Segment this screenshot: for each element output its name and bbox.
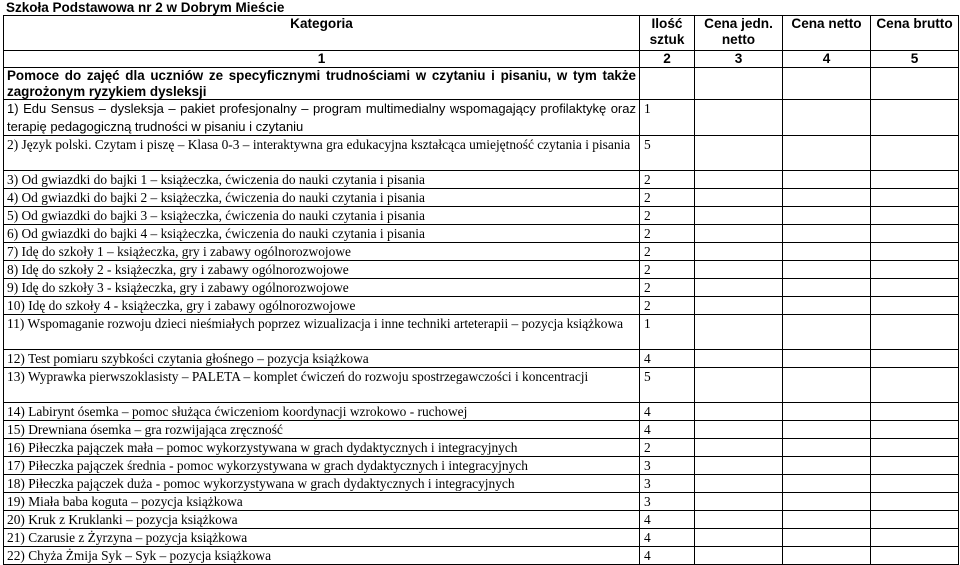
school-name: Szkoła Podstawowa nr 2 w Dobrym Mieście (6, 0, 285, 15)
empty-price-cell (871, 439, 959, 457)
empty-price-cell (783, 100, 871, 136)
empty-price-cell (871, 511, 959, 529)
price-table (3, 15, 959, 565)
item-qty: 1 (640, 100, 695, 136)
empty-price-cell (695, 279, 783, 297)
empty-price-cell (695, 529, 783, 547)
item-qty: 2 (640, 225, 695, 243)
table-row (4, 529, 959, 547)
table-row (4, 297, 959, 315)
item-name: 13) Wyprawka pierwszoklasisty – PALETA – komplet ćwiczeń do rozwoju spostrzegawczości i koncentracji (4, 368, 640, 403)
item-name: 22) Chyża Żmija Syk – Syk – pozycja książkowa (4, 547, 640, 565)
empty-cell (783, 68, 871, 100)
table-row (4, 457, 959, 475)
empty-price-cell (695, 297, 783, 315)
empty-price-cell (783, 439, 871, 457)
empty-price-cell (783, 421, 871, 439)
table-row (4, 225, 959, 243)
header-gross: Cena brutto (871, 16, 959, 51)
category-row (4, 68, 959, 100)
item-name: 9) Idę do szkoły 3 - książeczka, gry i zabawy ogólnorozwojowe (4, 279, 640, 297)
table-row (4, 207, 959, 225)
empty-price-cell (783, 457, 871, 475)
item-name: 19) Miała baba koguta – pozycja książkowa (4, 493, 640, 511)
empty-price-cell (783, 189, 871, 207)
empty-price-cell (695, 100, 783, 136)
item-qty: 3 (640, 493, 695, 511)
item-qty: 2 (640, 279, 695, 297)
table-row (4, 261, 959, 279)
empty-price-cell (695, 403, 783, 421)
header-net: Cena netto (783, 16, 871, 51)
empty-price-cell (695, 457, 783, 475)
item-qty: 2 (640, 171, 695, 189)
table-row (4, 350, 959, 368)
empty-price-cell (871, 243, 959, 261)
empty-cell (871, 68, 959, 100)
empty-price-cell (783, 261, 871, 279)
empty-price-cell (871, 421, 959, 439)
empty-price-cell (783, 243, 871, 261)
item-qty: 2 (640, 297, 695, 315)
empty-price-cell (871, 368, 959, 403)
item-qty: 5 (640, 368, 695, 403)
empty-price-cell (695, 207, 783, 225)
empty-price-cell (695, 439, 783, 457)
item-name: 16) Piłeczka pajączek mała – pomoc wykorzystywana w grach dydaktycznych i integracyjnych (4, 439, 640, 457)
table-row (4, 475, 959, 493)
empty-price-cell (871, 457, 959, 475)
empty-price-cell (695, 511, 783, 529)
empty-price-cell (871, 350, 959, 368)
empty-price-cell (783, 136, 871, 171)
empty-price-cell (695, 350, 783, 368)
empty-cell (640, 68, 695, 100)
empty-price-cell (695, 243, 783, 261)
item-qty: 2 (640, 243, 695, 261)
item-name: 5) Od gwiazdki do bajki 3 – książeczka, ćwiczenia do nauki czytania i pisania (4, 207, 640, 225)
empty-price-cell (871, 225, 959, 243)
item-name: 17) Piłeczka pajączek średnia - pomoc wykorzystywana w grach dydaktycznych i integracyjnych (4, 457, 640, 475)
empty-price-cell (871, 493, 959, 511)
table-row (4, 100, 959, 136)
item-qty: 5 (640, 136, 695, 171)
empty-price-cell (871, 261, 959, 279)
table-row (4, 368, 959, 403)
empty-price-cell (783, 511, 871, 529)
item-qty: 4 (640, 511, 695, 529)
empty-price-cell (783, 225, 871, 243)
table-row (4, 511, 959, 529)
table-row (4, 279, 959, 297)
item-qty: 4 (640, 421, 695, 439)
empty-price-cell (695, 315, 783, 350)
item-qty: 2 (640, 189, 695, 207)
empty-price-cell (783, 493, 871, 511)
empty-price-cell (783, 279, 871, 297)
table-row (4, 439, 959, 457)
table-row (4, 136, 959, 171)
item-name: 2) Język polski. Czytam i piszę – Klasa 0-3 – interaktywna gra edukacyjna kształcąca umiejętność czytania i pisania (4, 136, 640, 171)
empty-price-cell (695, 475, 783, 493)
item-name: 12) Test pomiaru szybkości czytania głośnego – pozycja książkowa (4, 350, 640, 368)
empty-price-cell (783, 403, 871, 421)
table-row (4, 243, 959, 261)
table-row (4, 189, 959, 207)
empty-price-cell (695, 189, 783, 207)
column-number: 3 (695, 51, 783, 68)
item-name: 1) Edu Sensus – dysleksja – pakiet profesjonalny – program multimedialny wspomagający profilaktykę oraz terapię pedagogiczną trudności w pisaniu i czytaniu (4, 100, 640, 136)
item-name: 15) Drewniana ósemka – gra rozwijająca zręczność (4, 421, 640, 439)
item-name: 18) Piłeczka pajączek duża - pomoc wykorzystywana w grach dydaktycznych i integracyjnych (4, 475, 640, 493)
item-name: 6) Od gwiazdki do bajki 4 – książeczka, ćwiczenia do nauki czytania i pisania (4, 225, 640, 243)
empty-price-cell (695, 136, 783, 171)
header-category: Kategoria (4, 16, 640, 51)
empty-price-cell (871, 100, 959, 136)
empty-price-cell (783, 475, 871, 493)
empty-price-cell (695, 225, 783, 243)
empty-price-cell (871, 171, 959, 189)
item-qty: 2 (640, 261, 695, 279)
item-name: 8) Idę do szkoły 2 - książeczka, gry i zabawy ogólnorozwojowe (4, 261, 640, 279)
empty-price-cell (871, 207, 959, 225)
empty-price-cell (871, 315, 959, 350)
item-name: 3) Od gwiazdki do bajki 1 – książeczka, ćwiczenia do nauki czytania i pisania (4, 171, 640, 189)
item-name: 14) Labirynt ósemka – pomoc służąca ćwiczeniom koordynacji wzrokowo - ruchowej (4, 403, 640, 421)
item-qty: 4 (640, 403, 695, 421)
item-name: 7) Idę do szkoły 1 – książeczka, gry i zabawy ogólnorozwojowe (4, 243, 640, 261)
empty-cell (695, 68, 783, 100)
empty-price-cell (783, 529, 871, 547)
empty-price-cell (783, 297, 871, 315)
item-qty: 4 (640, 350, 695, 368)
empty-price-cell (783, 368, 871, 403)
item-qty: 2 (640, 439, 695, 457)
empty-price-cell (871, 297, 959, 315)
item-qty: 4 (640, 547, 695, 565)
column-number-row (4, 51, 959, 68)
column-number: 2 (640, 51, 695, 68)
header-row (4, 16, 959, 51)
empty-price-cell (871, 189, 959, 207)
table-row (4, 171, 959, 189)
empty-price-cell (871, 475, 959, 493)
empty-price-cell (695, 368, 783, 403)
item-name: 20) Kruk z Kruklanki – pozycja książkowa (4, 511, 640, 529)
column-number: 1 (4, 51, 640, 68)
table-row (4, 493, 959, 511)
empty-price-cell (871, 136, 959, 171)
header-unit-net: Cena jedn. netto (695, 16, 783, 51)
header-qty: Ilość sztuk (640, 16, 695, 51)
empty-price-cell (871, 529, 959, 547)
item-qty: 2 (640, 207, 695, 225)
item-qty: 1 (640, 315, 695, 350)
table-row (4, 315, 959, 350)
table-row (4, 403, 959, 421)
empty-price-cell (783, 171, 871, 189)
empty-price-cell (783, 207, 871, 225)
empty-price-cell (695, 493, 783, 511)
empty-price-cell (695, 171, 783, 189)
empty-price-cell (871, 279, 959, 297)
empty-price-cell (783, 350, 871, 368)
item-name: 11) Wspomaganie rozwoju dzieci nieśmiałych poprzez wizualizacja i inne techniki arteterapii – pozycja książkowa (4, 315, 640, 350)
item-qty: 3 (640, 457, 695, 475)
empty-price-cell (871, 403, 959, 421)
item-qty: 4 (640, 529, 695, 547)
item-name: 10) Idę do szkoły 4 - książeczka, gry i zabawy ogólnorozwojowe (4, 297, 640, 315)
category-title: Pomoce do zajęć dla uczniów ze specyficznymi trudnościami w czytaniu i pisaniu, w tym także zagrożonym ryzykiem dysleksji (4, 68, 640, 100)
item-name: 4) Od gwiazdki do bajki 2 – książeczka, ćwiczenia do nauki czytania i pisania (4, 189, 640, 207)
empty-price-cell (695, 261, 783, 279)
column-number: 4 (783, 51, 871, 68)
item-qty: 3 (640, 475, 695, 493)
table-row (4, 421, 959, 439)
empty-price-cell (695, 421, 783, 439)
column-number: 5 (871, 51, 959, 68)
empty-price-cell (783, 315, 871, 350)
item-name: 21) Czarusie z Żyrzyna – pozycja książkowa (4, 529, 640, 547)
